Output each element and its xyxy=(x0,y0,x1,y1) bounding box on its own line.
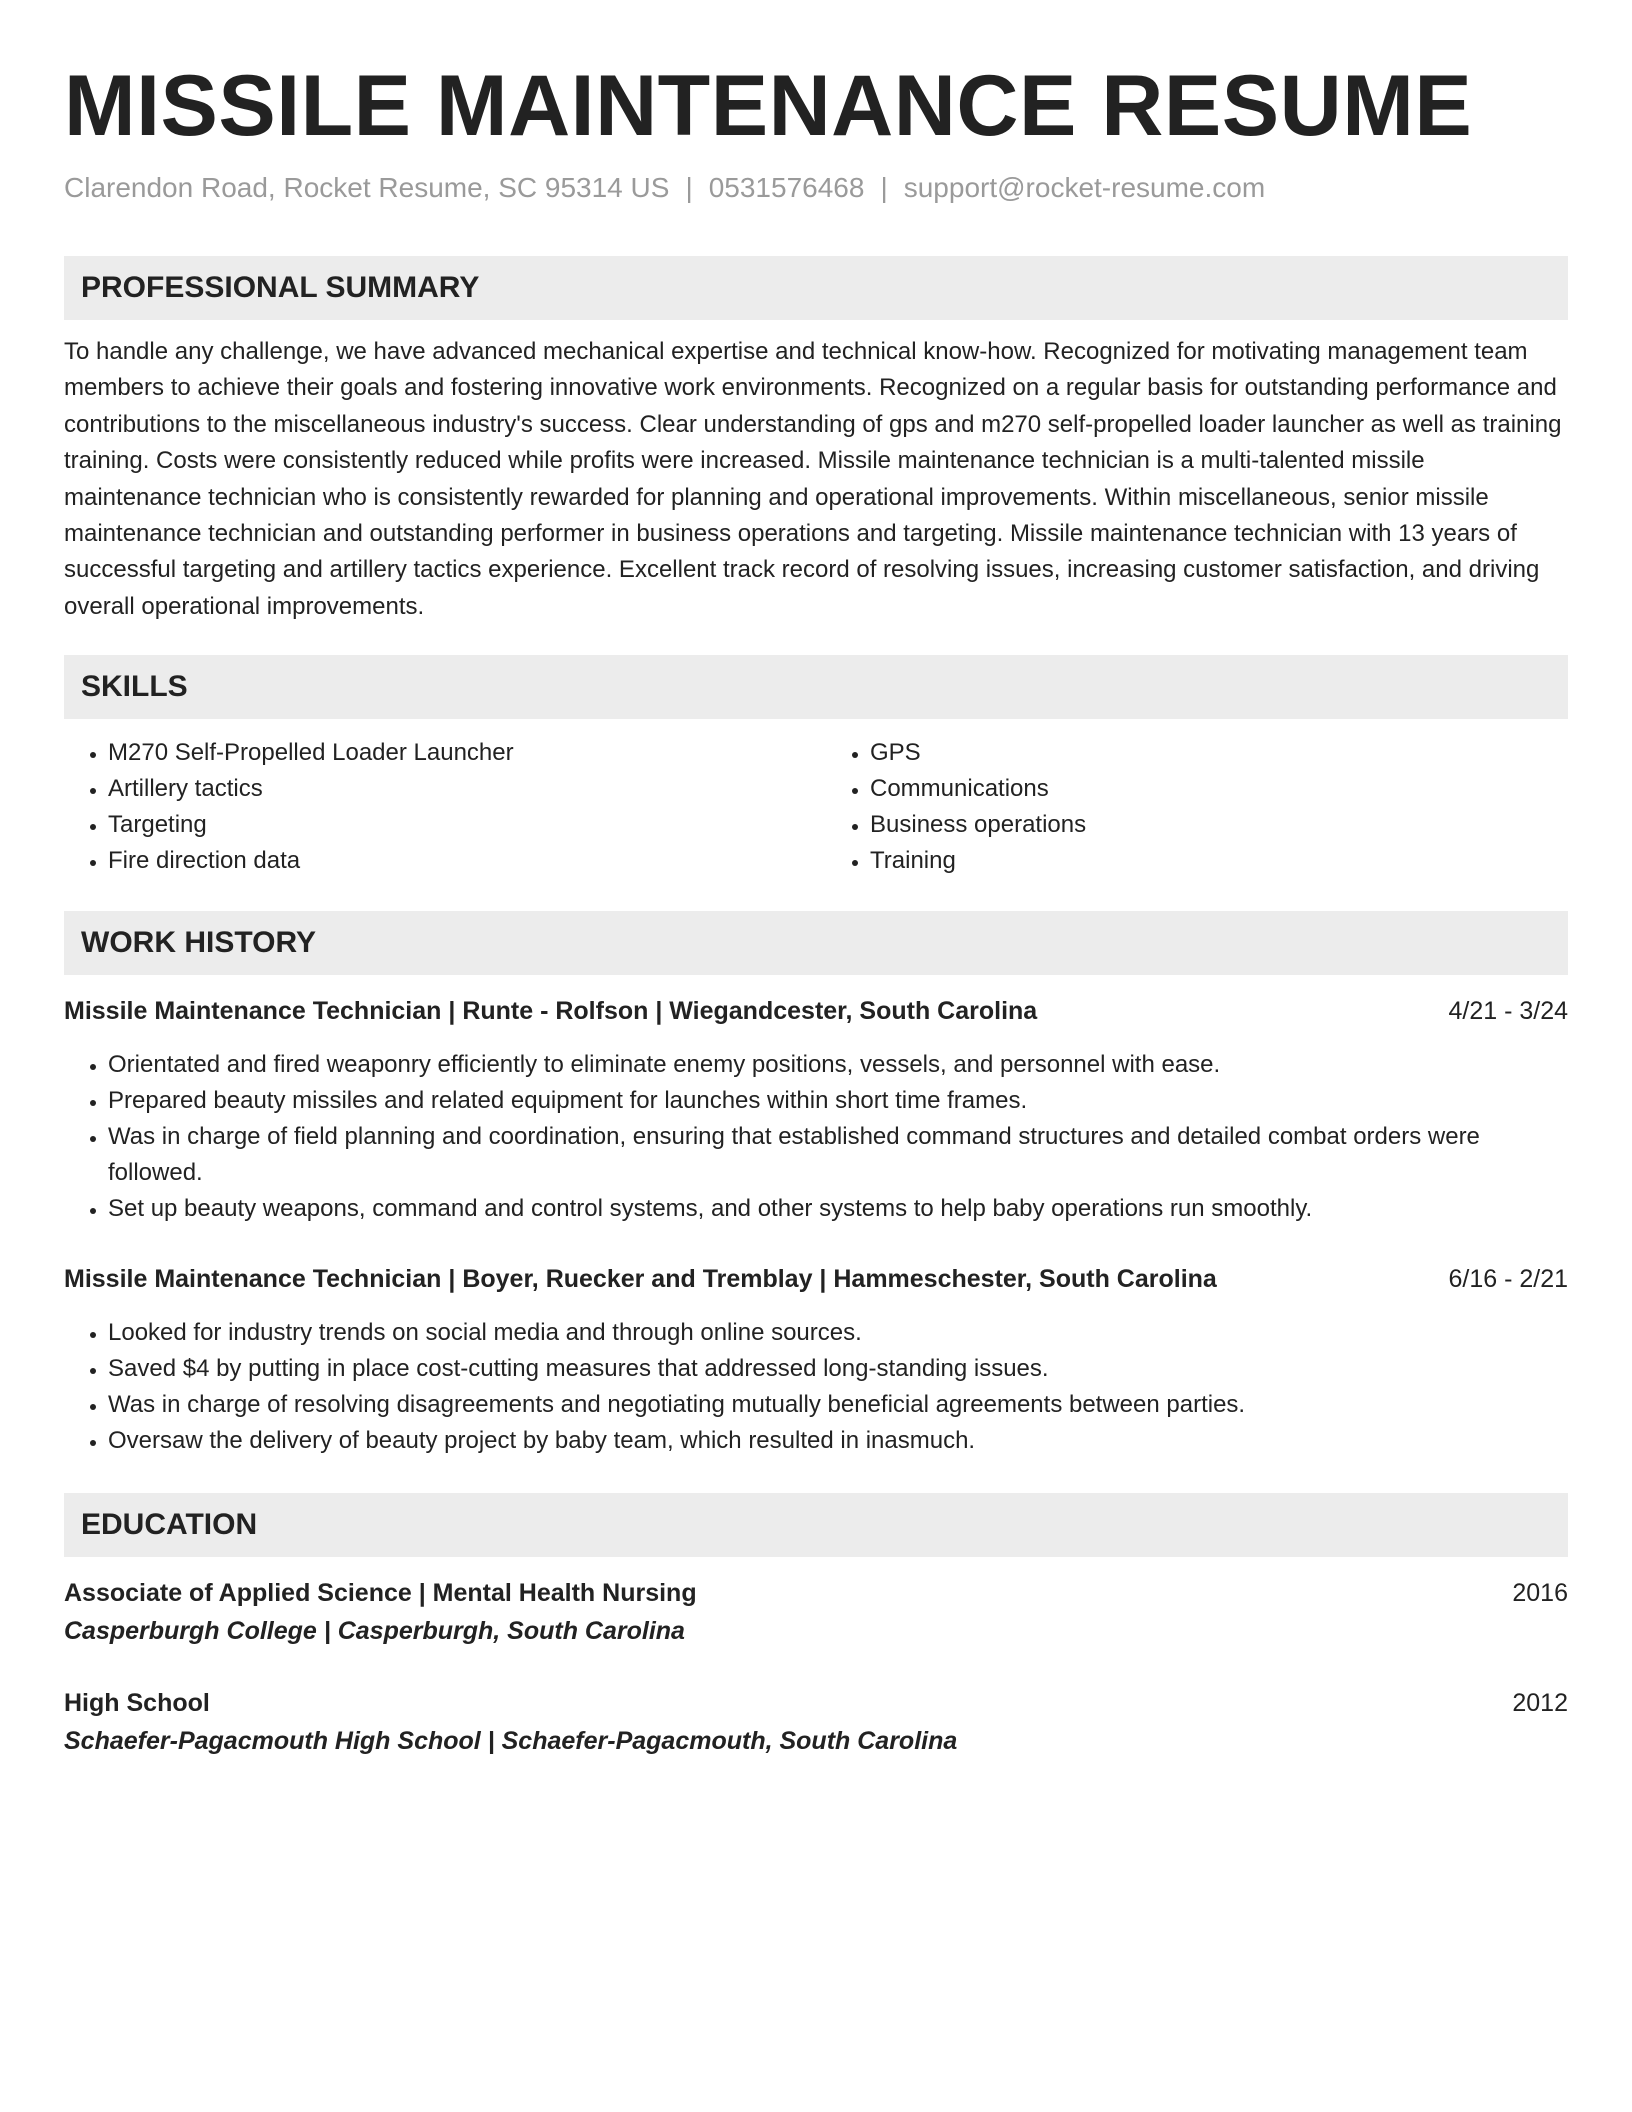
job-bullets xyxy=(64,1047,1568,1227)
job-heading-row xyxy=(64,993,1568,1029)
skill-item: • Fire direction data xyxy=(108,843,806,879)
job-title: Missile Maintenance Technician | Runte - Rolfson | Wiegandcester, South Carolina xyxy=(64,997,1038,1026)
education-entry xyxy=(64,1685,1568,1761)
job-heading-row xyxy=(64,1261,1568,1297)
skill-item: • M270 Self-Propelled Loader Launcher xyxy=(108,735,806,771)
education-heading-row xyxy=(64,1685,1568,1721)
skills-column-left xyxy=(64,735,806,879)
job-bullet: • Prepared beauty missiles and related equipment for launches within short time frames. xyxy=(108,1083,1568,1119)
education-degree: Associate of Applied Science | Mental Health Nursing xyxy=(64,1579,697,1608)
skill-item: • GPS xyxy=(870,735,1568,771)
job-bullet: • Orientated and fired weaponry efficiently to eliminate enemy positions, vessels, and personnel with ease. xyxy=(108,1047,1568,1083)
skill-item: • Training xyxy=(870,843,1568,879)
job-bullet: • Saved $4 by putting in place cost-cutting measures that addressed long-standing issues. xyxy=(108,1351,1568,1387)
skill-item: • Communications xyxy=(870,771,1568,807)
section-header-education: EDUCATION xyxy=(64,1493,1568,1557)
resume-page xyxy=(64,0,1568,1761)
contact-separator: | xyxy=(685,172,693,203)
job-dates: 6/16 - 2/21 xyxy=(1448,1265,1568,1294)
job-entry xyxy=(64,993,1568,1227)
education-heading-row xyxy=(64,1575,1568,1611)
contact-separator: | xyxy=(880,172,888,203)
skills-list xyxy=(64,735,1568,879)
contact-phone: 0531576468 xyxy=(708,172,865,203)
skill-item: • Artillery tactics xyxy=(108,771,806,807)
contact-address: Clarendon Road, Rocket Resume, SC 95314 US xyxy=(64,172,670,203)
skill-item: • Targeting xyxy=(108,807,806,843)
education-year: 2012 xyxy=(1512,1689,1568,1718)
job-title: Missile Maintenance Technician | Boyer, Ruecker and Tremblay | Hammeschester, South Carolina xyxy=(64,1265,1217,1294)
job-bullets xyxy=(64,1315,1568,1459)
job-bullet: • Set up beauty weapons, command and control systems, and other systems to help baby operations run smoothly. xyxy=(108,1191,1568,1227)
education-school: Schaefer-Pagacmouth High School | Schaefer-Pagacmouth, South Carolina xyxy=(64,1727,958,1756)
job-entry xyxy=(64,1261,1568,1459)
job-bullet: • Was in charge of field planning and coordination, ensuring that established command structures and detailed combat orders were followed. xyxy=(108,1119,1568,1191)
skills-column-right xyxy=(826,735,1568,879)
education-entry xyxy=(64,1575,1568,1651)
job-dates: 4/21 - 3/24 xyxy=(1448,997,1568,1026)
job-bullet: • Looked for industry trends on social media and through online sources. xyxy=(108,1315,1568,1351)
education-year: 2016 xyxy=(1512,1579,1568,1608)
section-header-skills: SKILLS xyxy=(64,655,1568,719)
job-bullet: • Oversaw the delivery of beauty project by baby team, which resulted in inasmuch. xyxy=(108,1423,1568,1459)
education-school: Casperburgh College | Casperburgh, South Carolina xyxy=(64,1617,685,1646)
resume-title: MISSILE MAINTENANCE RESUME xyxy=(64,58,1473,154)
contact-line xyxy=(64,168,1568,208)
skill-item: • Business operations xyxy=(870,807,1568,843)
contact-email: support@rocket-resume.com xyxy=(903,172,1266,203)
section-header-work-history: WORK HISTORY xyxy=(64,911,1568,975)
section-header-summary: PROFESSIONAL SUMMARY xyxy=(64,256,1568,320)
job-bullet: • Was in charge of resolving disagreements and negotiating mutually beneficial agreements between parties. xyxy=(108,1387,1568,1423)
summary-text: To handle any challenge, we have advanced mechanical expertise and technical know-how. Recognized for motivating management team members to achieve their goals and fostering innovative work environments. Recognized on a regular basis for outstanding performance and contributions to the miscellaneous industry's success. Clear understanding of gps and m270 self-propelled loader launcher as well as training training. Costs were consistently reduced while profits were increased. Missile maintenance technician is a multi-talented missile maintenance technician who is consistently rewarded for planning and operational improvements. Within miscellaneous, senior missile maintenance technician and outstanding performer in business operations and targeting. Missile maintenance technician with 13 years of successful targeting and artillery tactics experience. Excellent track record of resolving issues, increasing customer satisfaction, and driving overall operational improvements. xyxy=(64,338,1562,620)
education-degree: High School xyxy=(64,1689,210,1718)
